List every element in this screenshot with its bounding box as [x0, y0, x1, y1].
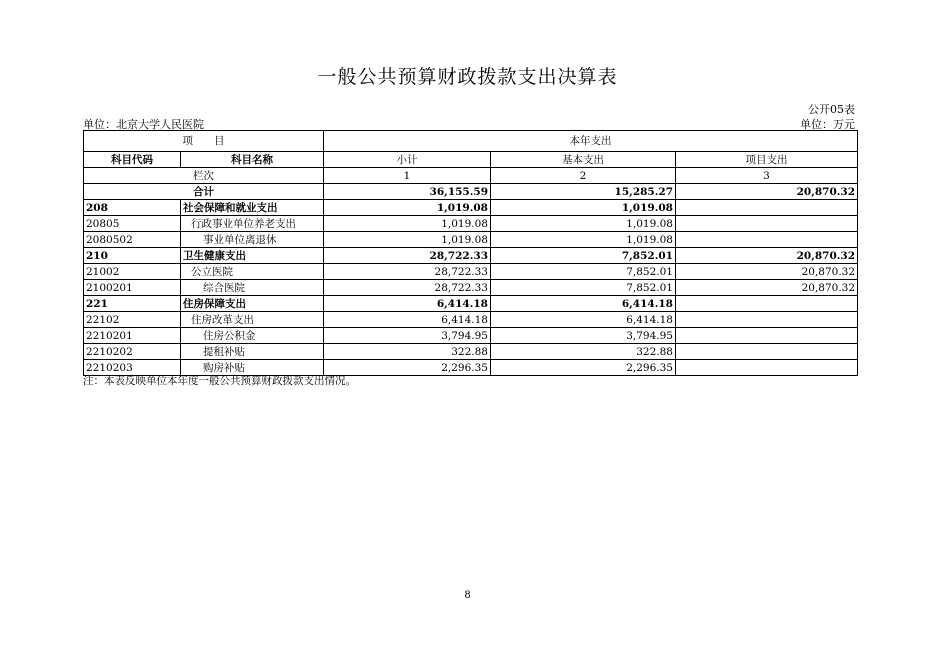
row-subtotal: 6,414.18 — [324, 312, 491, 328]
form-number: 公开05表 — [808, 103, 855, 116]
header-row-2 — [84, 152, 858, 168]
row-basic: 1,019.08 — [491, 232, 676, 248]
row-subtotal: 1,019.08 — [324, 200, 491, 216]
row-name: 卫生健康支出 — [181, 248, 324, 264]
header-row-1 — [84, 131, 858, 152]
row-name: 社会保障和就业支出 — [181, 200, 324, 216]
table-row — [84, 264, 858, 280]
row-project — [676, 312, 858, 328]
row-basic: 7,852.01 — [491, 280, 676, 296]
row-name: 行政事业单位养老支出 — [181, 216, 324, 232]
row-basic: 6,414.18 — [491, 312, 676, 328]
row-subtotal: 28,722.33 — [324, 248, 491, 264]
row-name: 综合医院 — [181, 280, 324, 296]
row-label: 栏次 — [84, 168, 324, 184]
row-subtotal: 2,296.35 — [324, 360, 491, 376]
table-row — [84, 296, 858, 312]
row-basic: 7,852.01 — [491, 248, 676, 264]
row-basic: 1,019.08 — [491, 200, 676, 216]
row-basic: 1,019.08 — [491, 216, 676, 232]
row-subtotal: 6,414.18 — [324, 296, 491, 312]
row-project — [676, 200, 858, 216]
row-project — [676, 216, 858, 232]
row-project — [676, 344, 858, 360]
row-project: 20,870.32 — [676, 280, 858, 296]
row-name: 住房保障支出 — [181, 296, 324, 312]
row-code: 2210203 — [84, 360, 181, 376]
row-basic: 3,794.95 — [491, 328, 676, 344]
row-code: 21002 — [84, 264, 181, 280]
total-row — [84, 184, 858, 200]
row-subtotal: 1,019.08 — [324, 232, 491, 248]
table-row — [84, 200, 858, 216]
row-subtotal: 28,722.33 — [324, 264, 491, 280]
row-code: 208 — [84, 200, 181, 216]
table-row — [84, 312, 858, 328]
header-basic: 基本支出 — [491, 152, 676, 168]
header-subtotal: 小计 — [324, 152, 491, 168]
header-name: 科目名称 — [181, 152, 324, 168]
row-subtotal: 3,794.95 — [324, 328, 491, 344]
row-project: 20,870.32 — [676, 264, 858, 280]
table-row — [84, 328, 858, 344]
row-code: 2210201 — [84, 328, 181, 344]
table-row — [84, 280, 858, 296]
row-subtotal: 1,019.08 — [324, 216, 491, 232]
row-code: 22102 — [84, 312, 181, 328]
col-number-3: 3 — [676, 168, 858, 184]
unit-measure: 单位：万元 — [800, 118, 855, 131]
col-number-2: 2 — [491, 168, 676, 184]
row-basic: 6,414.18 — [491, 296, 676, 312]
row-basic: 2,296.35 — [491, 360, 676, 376]
row-code: 2100201 — [84, 280, 181, 296]
row-name: 公立医院 — [181, 264, 324, 280]
row-code: 2210202 — [84, 344, 181, 360]
expenditure-table — [83, 130, 858, 376]
row-subtotal: 322.88 — [324, 344, 491, 360]
row-name: 住房改革支出 — [181, 312, 324, 328]
total-label: 合计 — [84, 184, 324, 200]
total-subtotal: 36,155.59 — [324, 184, 491, 200]
col-number-1: 1 — [324, 168, 491, 184]
row-code: 20805 — [84, 216, 181, 232]
row-basic: 7,852.01 — [491, 264, 676, 280]
footnote: 注：本表反映单位本年度一般公共预算财政拨款支出情况。 — [83, 375, 356, 387]
header-this-year: 本年支出 — [324, 131, 858, 152]
row-name: 住房公积金 — [181, 328, 324, 344]
header-row-3 — [84, 168, 858, 184]
row-project: 20,870.32 — [676, 248, 858, 264]
total-basic: 15,285.27 — [491, 184, 676, 200]
row-code: 221 — [84, 296, 181, 312]
total-project: 20,870.32 — [676, 184, 858, 200]
table-row — [84, 232, 858, 248]
row-name: 提租补贴 — [181, 344, 324, 360]
row-project — [676, 296, 858, 312]
header-code: 科目代码 — [84, 152, 181, 168]
unit-name: 单位：北京大学人民医院 — [83, 118, 204, 131]
page-number: 8 — [464, 590, 471, 601]
table-row — [84, 344, 858, 360]
table-row — [84, 248, 858, 264]
table-row — [84, 216, 858, 232]
header-project: 项 目 — [84, 131, 324, 152]
row-subtotal: 28,722.33 — [324, 280, 491, 296]
row-code: 2080502 — [84, 232, 181, 248]
row-project — [676, 360, 858, 376]
row-name: 事业单位离退休 — [181, 232, 324, 248]
row-project — [676, 232, 858, 248]
row-code: 210 — [84, 248, 181, 264]
header-project-exp: 项目支出 — [676, 152, 858, 168]
page-title: 一般公共预算财政拨款支出决算表 — [317, 66, 618, 88]
row-project — [676, 328, 858, 344]
row-basic: 322.88 — [491, 344, 676, 360]
row-name: 购房补贴 — [181, 360, 324, 376]
